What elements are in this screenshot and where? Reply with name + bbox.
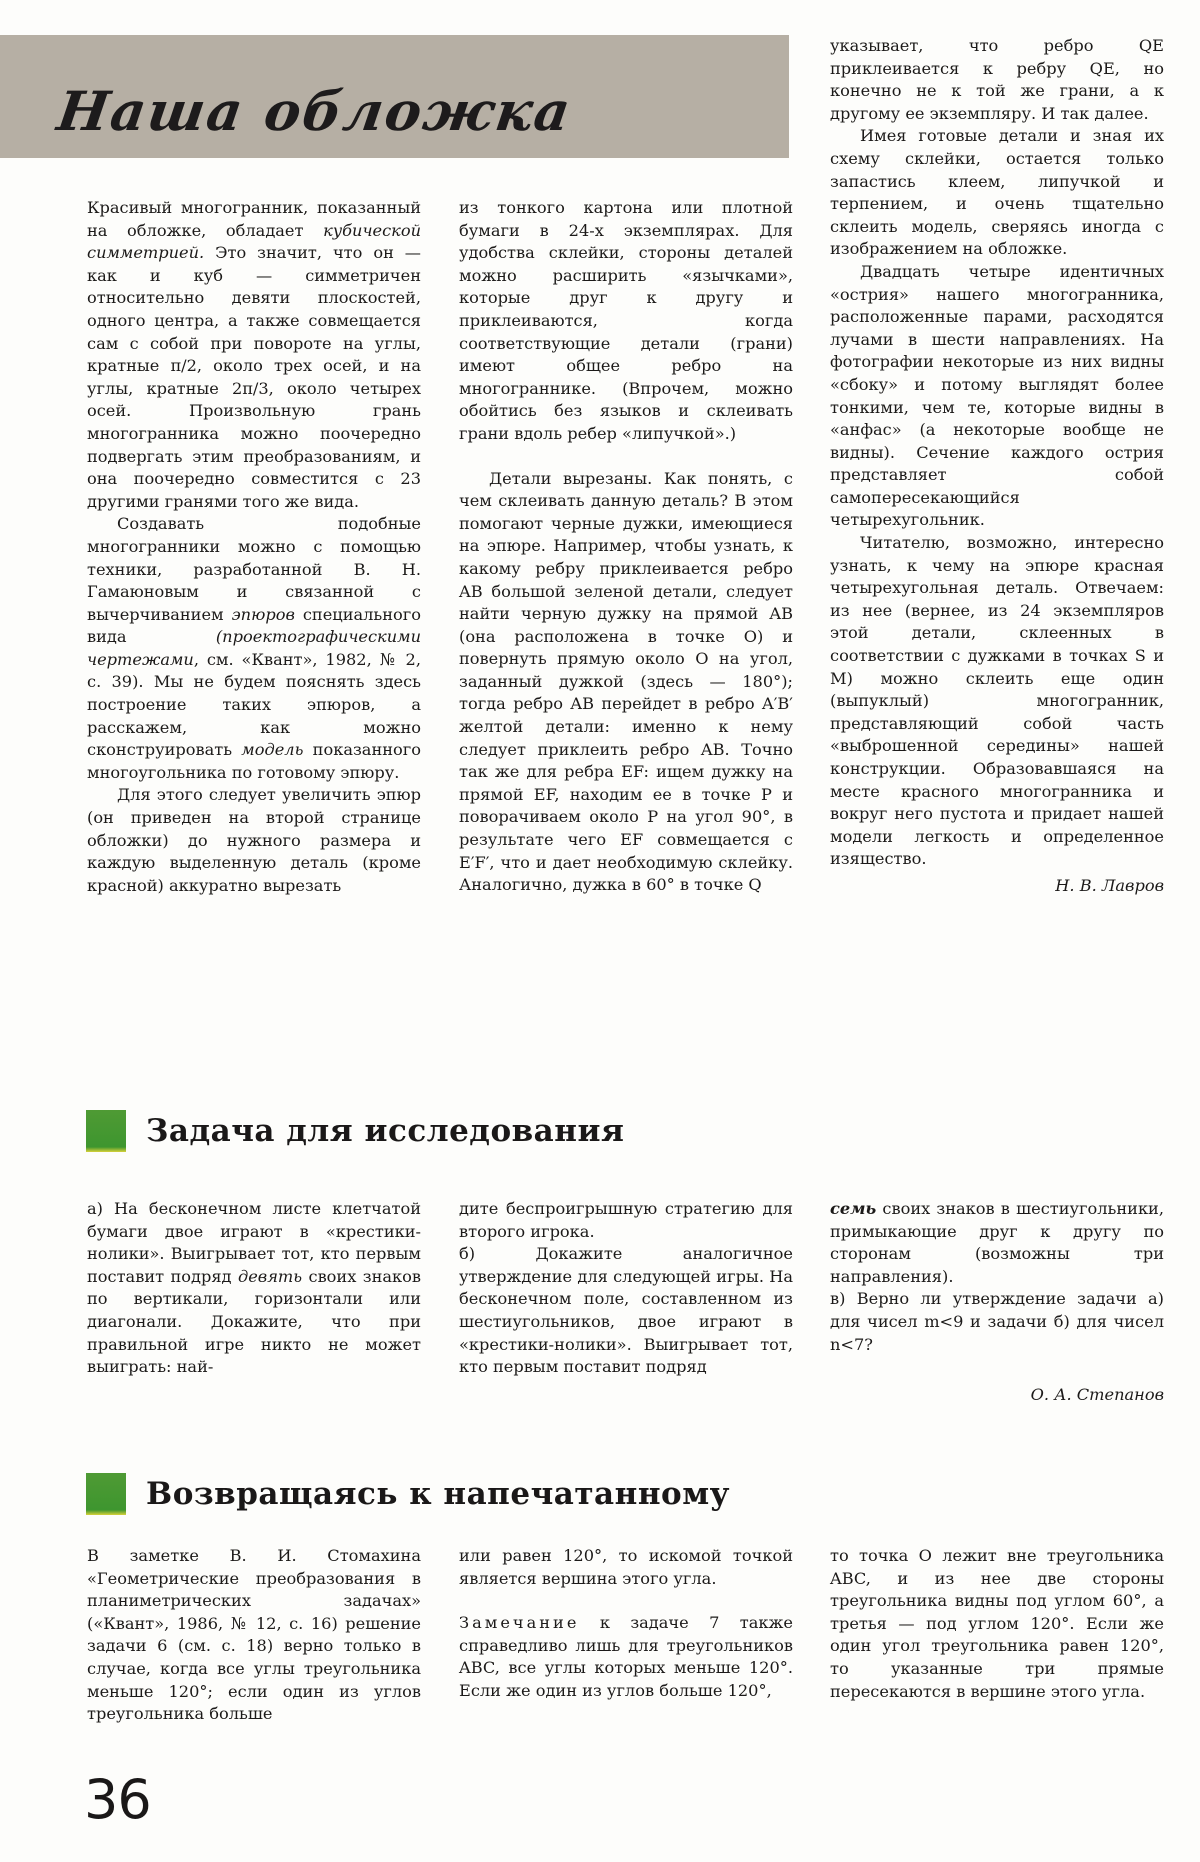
remark-label: Замечание xyxy=(459,1613,580,1633)
section-header-research xyxy=(86,1110,624,1152)
paragraph: а) На бесконечном листе клетчатой бумаги двое играют в «крестики-нолики». Выигрывает тот, кто первым поставит подряд девять своих знаков по вертикали, горизонтали или диагонали. Докажите, что при правильной игре никто не может выиграть: най- xyxy=(87,1199,421,1377)
research-column-3 xyxy=(830,1198,1164,1407)
emphasis: эпюров xyxy=(231,604,295,624)
cover-banner xyxy=(0,35,789,158)
paragraph: Замечание к задаче 7 также справедливо лишь для треугольников ABC, все углы которых меньше 120°. Если же один из углов больше 120°, xyxy=(459,1613,793,1700)
paragraph: Для этого следует увеличить эпюр (он приведен на второй странице обложки) до нужного размера и каждую выделенную деталь (кроме красной) аккуратно вырезать xyxy=(87,785,421,895)
emphasis: модель xyxy=(241,740,304,760)
emphasis: (проектографическими чертежами xyxy=(87,627,421,669)
cover-article-column-1 xyxy=(87,197,421,897)
paragraph: из тонкого картона или плотной бумаги в 24-х экземплярах. Для удобства склейки, стороны деталей можно расширить «язычками», которые друг к другу и приклеиваются, когда соответствующие детали (грани) имеют общее ребро на многограннике. (Впрочем, можно обойтись без языков и склеивать грани вдоль ребер «липучкой».) xyxy=(459,198,793,443)
reprint-column-3 xyxy=(830,1545,1164,1703)
paragraph: В заметке В. И. Стомахина «Геометрические преобразования в планиметрических задачах» («Квант», 1986, № 12, с. 16) решение задачи 6 (см. с. 18) верно только в случае, когда все углы треугольника меньше 120°; если один из углов треугольника больше xyxy=(87,1546,421,1724)
paragraph: Имея готовые детали и зная их схему склейки, остается только запастись клеем, липучкой и терпением, и очень тщательно склеить модель, сверяясь иногда с изображением на обложке. xyxy=(830,126,1164,259)
paragraph: Читателю, возможно, интересно узнать, к чему на эпюре красная четырехугольная деталь. Отвечаем: из нее (вернее, из 24 экземпляров этой детали, склеенных в соответствии с дужками в точках S и M) можно склеить еще один (выпуклый) многогранник, представляющий собой часть «выброшенной середины» нашей конструкции. Образовавшаяся на месте красного многогранника и вокруг него пустота и придает нашей модели легкость и определенное изящество. xyxy=(830,533,1164,869)
page-number: 36 xyxy=(84,1768,151,1831)
emphasis: девять xyxy=(237,1266,303,1286)
author-signature: Н. В. Лавров xyxy=(1055,875,1164,895)
research-column-2 xyxy=(459,1198,793,1379)
cover-article-column-3 xyxy=(830,35,1164,898)
paragraph: б) Докажите аналогичное утверждение для следующей игры. На бесконечном поле, составленном из шестиугольников, двое играют в «крестики-нолики». Выигрывает тот, кто первым поставит подряд xyxy=(459,1244,793,1377)
paragraph: Создавать подобные многогранники можно с помощью техники, разработанной В. Н. Гамаюновым и связанной с вычерчиванием эпюров специального вида (проектографическими чертежами, см. «Квант», 1982, № 2, с. 39). Мы не будем пояснять здесь построение таких эпюров, а расскажем, как можно сконструировать модель показанного многоугольника по готовому эпюру. xyxy=(87,514,422,782)
paragraph: указывает, что ребро QE приклеивается к ребру QE, но конечно не к той же грани, а к другому ее экземпляру. И так далее. xyxy=(830,36,1164,123)
section-title: Возвращаясь к напечатанному xyxy=(146,1476,730,1512)
section-header-reprint xyxy=(86,1473,730,1515)
paragraph: Детали вырезаны. Как понять, с чем склеивать данную деталь? В этом помогают черные дужки, имеющиеся на эпюре. Например, чтобы узнать, к какому ребру приклеивается ребро AB большой зеленой детали, следует найти черную дужку на прямой AB (она расположена в точке O) и повернуть прямую около O на угол, заданный дужкой (здесь — 180°); тогда ребро AB перейдет в ребро A′B′ желтой детали: именно к нему следует приклеить ребро AB. Точно так же для ребра EF: ищем дужку на прямой EF, находим ее в точке P и поворачиваем около P на угол 90°, в результате чего EF совмещается с E′F′, что и дает необходимую склейку. Аналогично, дужка в 60° в точке Q xyxy=(459,468,793,895)
green-square-icon xyxy=(86,1473,126,1515)
paragraph: или равен 120°, то искомой точкой является вершина этого угла. xyxy=(459,1546,793,1588)
reprint-column-1 xyxy=(87,1545,421,1726)
emphasis: кубической симметрией. xyxy=(87,220,421,263)
paragraph: дите беспроигрышную стратегию для второго игрока. xyxy=(459,1199,793,1241)
paragraph: семь своих знаков в шестиугольники, примыкающие друг к другу по сторонам (возможны три направления). xyxy=(830,1199,1164,1286)
cover-article-column-2 xyxy=(459,197,793,897)
section-title: Задача для исследования xyxy=(146,1113,625,1149)
banner-title: Наша обложка xyxy=(53,79,577,143)
paragraph: Двадцать четыре идентичных «острия» нашего многогранника, расположенные парами, расходятся лучами в шести направлениях. На фотографии некоторые из них видны «сбоку» и потому выглядят более тонкими, чем те, которые видны в «анфас» (а некоторые вообще не видны). Сечение каждого острия представляет собой самопересекающийся четырехугольник. xyxy=(830,261,1164,530)
reprint-column-2 xyxy=(459,1545,793,1703)
emphasis: семь xyxy=(830,1199,877,1218)
paragraph: в) Верно ли утверждение задачи а) для чисел m<9 и задачи б) для чисел n<7? xyxy=(830,1289,1164,1354)
paragraph: Красивый многогранник, показанный на обложке, обладает кубической симметрией. Это значит, что он — как и куб — симметричен относительно девяти плоскостей, одного центра, а также совмещается сам с собой при повороте на углы, кратные π/2, около трех осей, и на углы, кратные 2π/3, около четырех осей. Произвольную грань многогранника можно поочередно подвергать этим преобразованиям, и она поочередно совместится с 23 другими гранями того же вида. xyxy=(87,198,421,511)
author-signature: О. А. Степанов xyxy=(1030,1385,1164,1405)
research-column-1 xyxy=(87,1198,421,1379)
paragraph: то точка O лежит вне треугольника ABC, и из нее две стороны треугольника видны под углом 60°, а третья — под углом 120°. Если же один угол треугольника равен 120°, то указанные три прямые пересекаются в вершине этого угла. xyxy=(830,1546,1164,1701)
green-square-icon xyxy=(86,1110,126,1152)
